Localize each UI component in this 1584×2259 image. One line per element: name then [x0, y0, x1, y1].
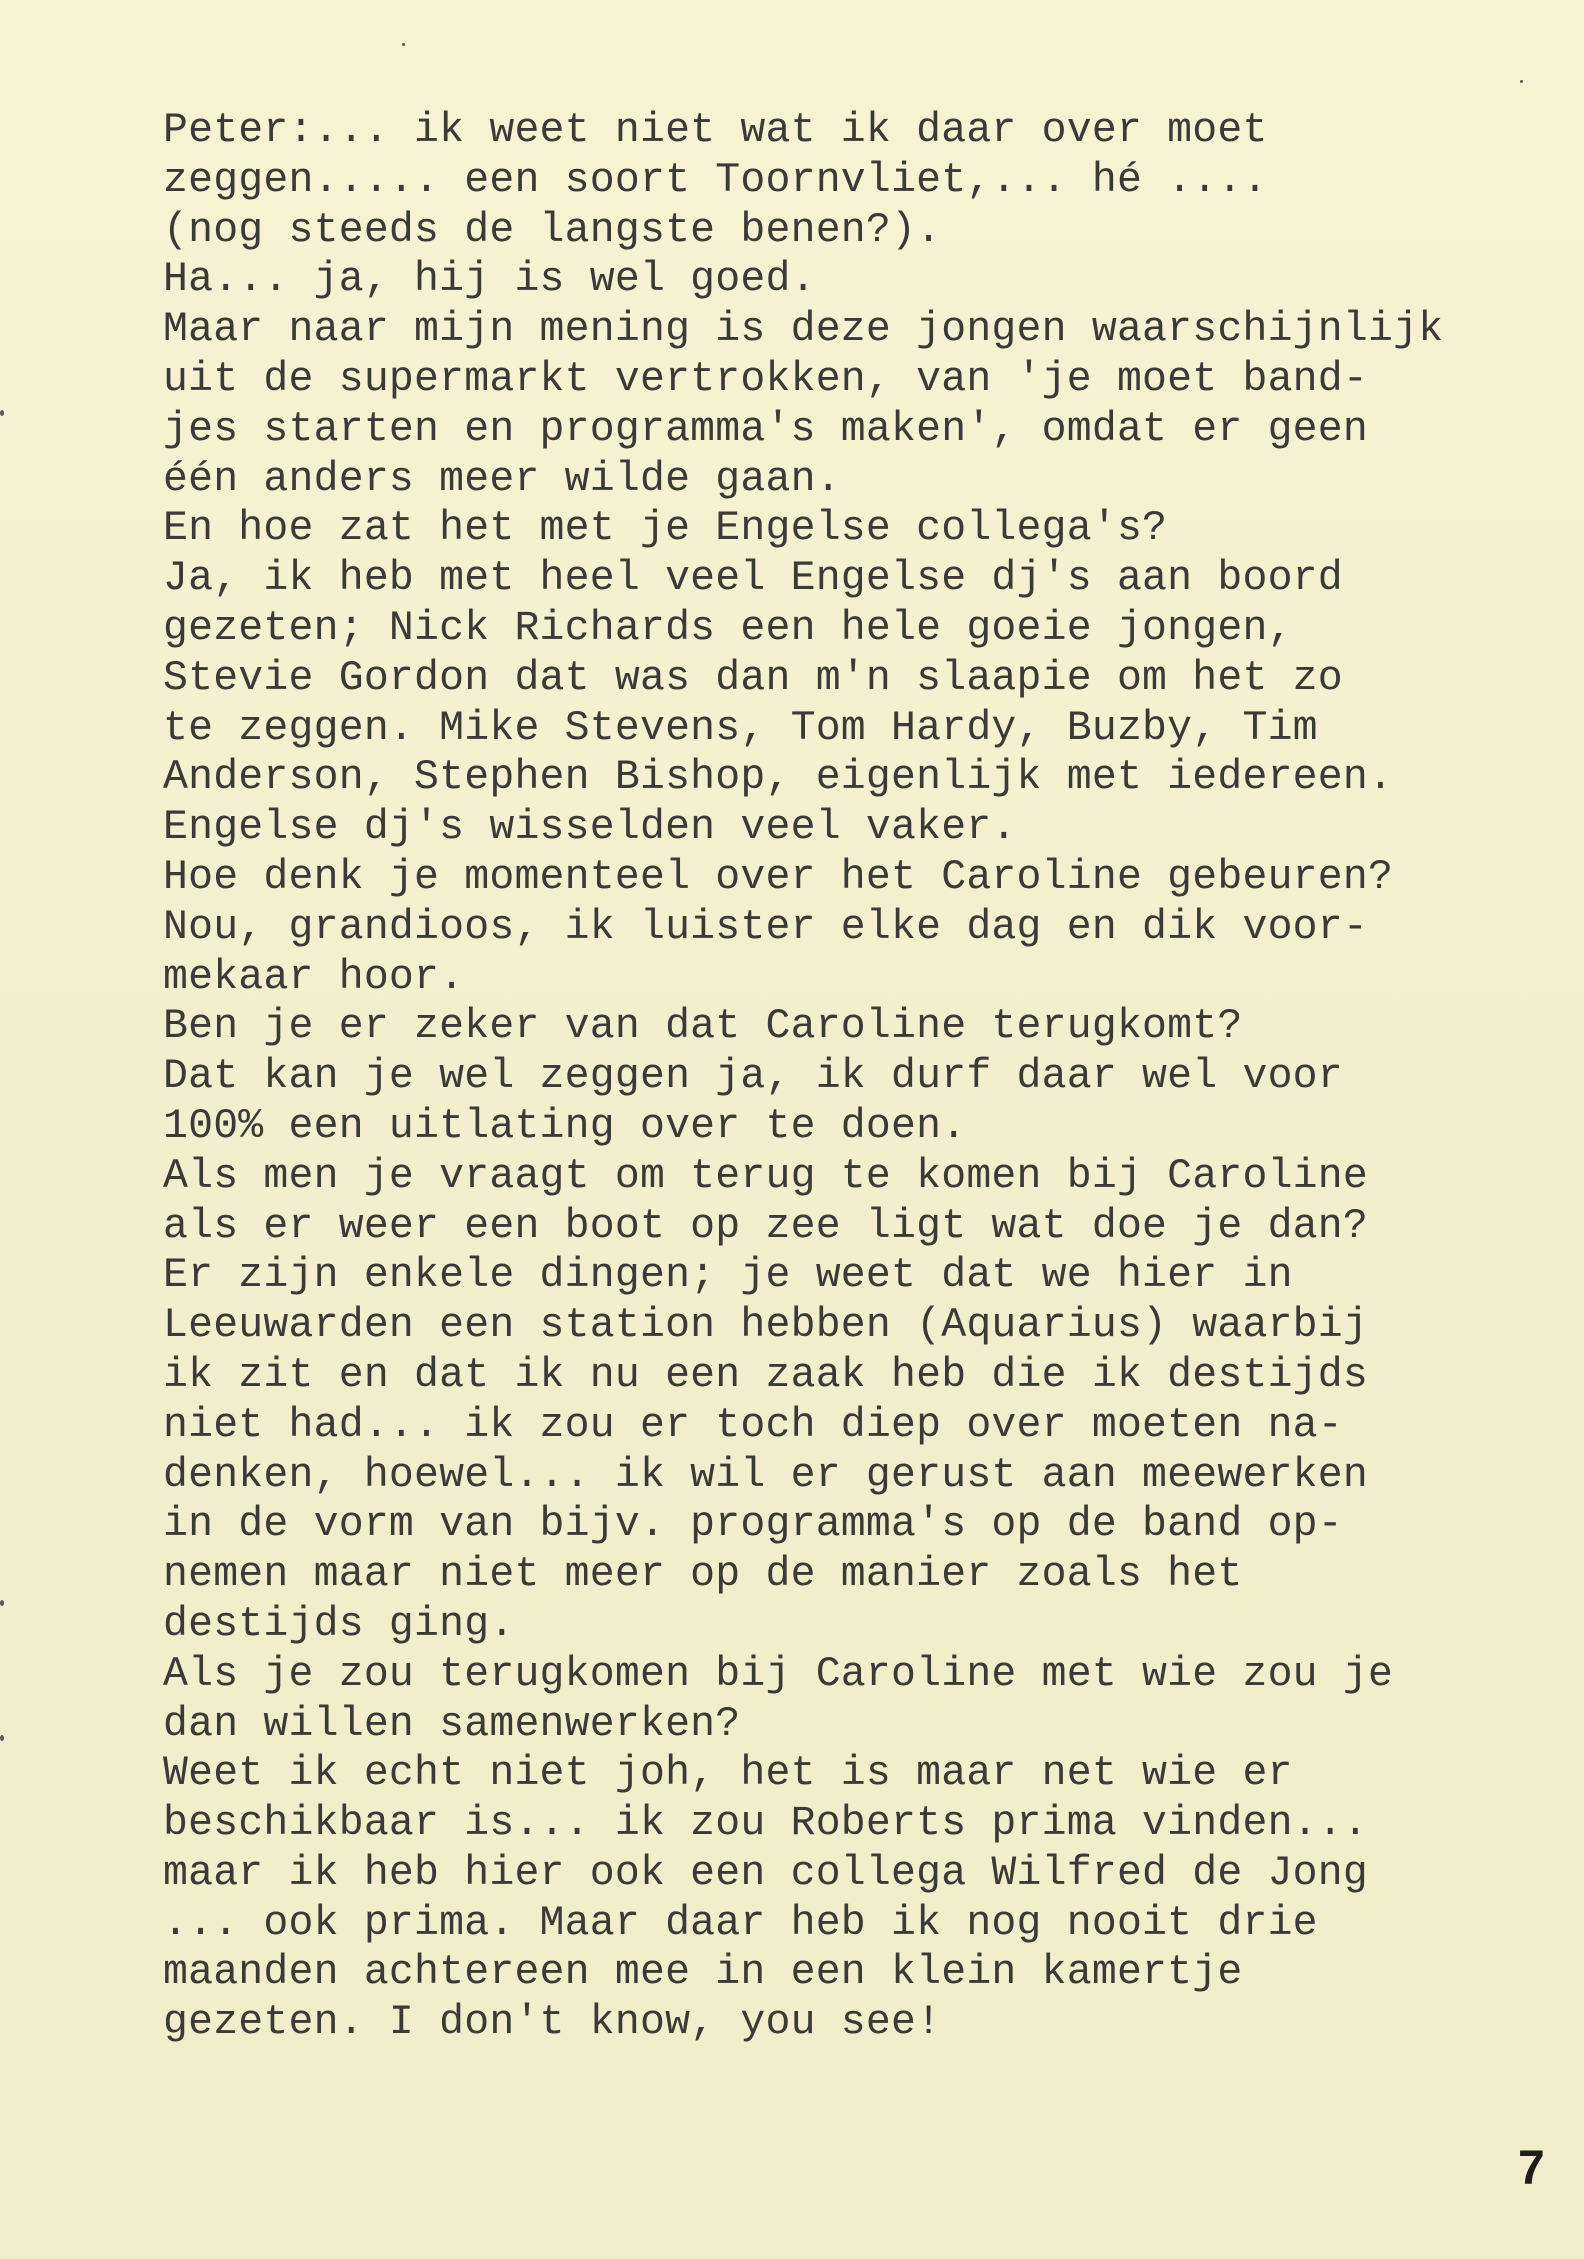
text-line: niet had... ik zou er toch diep over moeten na- — [163, 1401, 1343, 1449]
binding-hole-mark — [0, 1600, 4, 1606]
text-line: maanden achtereen mee in een klein kamertje — [163, 1949, 1243, 1997]
text-line: Ja, ik heb met heel veel Engelse dj's aan boord — [163, 555, 1343, 603]
text-line: in de vorm van bijv. programma's op de band op- — [163, 1501, 1343, 1549]
dust-speck — [402, 43, 405, 46]
text-line: Ben je er zeker van dat Caroline terugkomt? — [163, 1003, 1243, 1051]
text-line: Maar naar mijn mening is deze jongen waarschijnlijk — [163, 306, 1444, 354]
text-line: zeggen..... een soort Toornvliet,... hé .... — [163, 156, 1268, 204]
text-line: ... ook prima. Maar daar heb ik nog nooit drie — [163, 1899, 1318, 1947]
dust-speck — [1520, 80, 1523, 83]
text-line: als er weer een boot op zee ligt wat doe je dan? — [163, 1202, 1368, 1250]
page-number: 7 — [1518, 2142, 1545, 2195]
text-line: dan willen samenwerken? — [163, 1700, 741, 1748]
text-line: Als men je vraagt om terug te komen bij Caroline — [163, 1152, 1368, 1200]
text-line: gezeten; Nick Richards een hele goeie jongen, — [163, 604, 1293, 652]
text-line: nemen maar niet meer op de manier zoals het — [163, 1551, 1243, 1599]
text-line: jes starten en programma's maken', omdat er geen — [163, 405, 1368, 453]
text-line: Anderson, Stephen Bishop, eigenlijk met iedereen. — [163, 754, 1394, 802]
text-line: Peter:... ik weet niet wat ik daar over moet — [163, 107, 1268, 154]
text-line: beschikbaar is... ik zou Roberts prima vinden... — [163, 1800, 1368, 1848]
text-line: Dat kan je wel zeggen ja, ik durf daar wel voor — [163, 1053, 1343, 1101]
text-line: Leeuwarden een station hebben (Aquarius) waarbij — [163, 1302, 1368, 1350]
text-line: Stevie Gordon dat was dan m'n slaapie om het zo — [163, 654, 1343, 702]
text-line: één anders meer wilde gaan. — [163, 455, 841, 503]
binding-hole-mark — [0, 1735, 4, 1741]
text-line: 100% een uitlating over te doen. — [163, 1102, 967, 1150]
text-line: gezeten. I don't know, you see! — [163, 1999, 942, 2047]
text-line: Als je zou terugkomen bij Caroline met wie zou je — [163, 1650, 1394, 1698]
text-line: te zeggen. Mike Stevens, Tom Hardy, Buzby, Tim — [163, 704, 1318, 752]
text-line: uit de supermarkt vertrokken, van 'je moet band- — [163, 355, 1368, 403]
text-line: Engelse dj's wisselden veel vaker. — [163, 804, 1017, 852]
text-line: En hoe zat het met je Engelse collega's? — [163, 505, 1168, 553]
text-line: denken, hoewel... ik wil er gerust aan meewerken — [163, 1451, 1368, 1499]
text-line: (nog steeds de langste benen?). — [163, 206, 942, 254]
text-line: mekaar hoor. — [163, 953, 465, 1001]
text-line: destijds ging. — [163, 1600, 515, 1648]
text-line: ik zit en dat ik nu een zaak heb die ik destijds — [163, 1351, 1368, 1399]
text-line: Nou, grandioos, ik luister elke dag en dik voor- — [163, 903, 1368, 951]
text-line: Ha... ja, hij is wel goed. — [163, 256, 816, 304]
text-line: Er zijn enkele dingen; je weet dat we hier in — [163, 1252, 1293, 1300]
typewritten-text-body — [163, 106, 1493, 2048]
text-line: Hoe denk je momenteel over het Caroline gebeuren? — [163, 853, 1394, 901]
text-line: maar ik heb hier ook een collega Wilfred de Jong — [163, 1849, 1368, 1897]
text-line: Weet ik echt niet joh, het is maar net wie er — [163, 1750, 1293, 1798]
binding-hole-mark — [0, 410, 4, 416]
